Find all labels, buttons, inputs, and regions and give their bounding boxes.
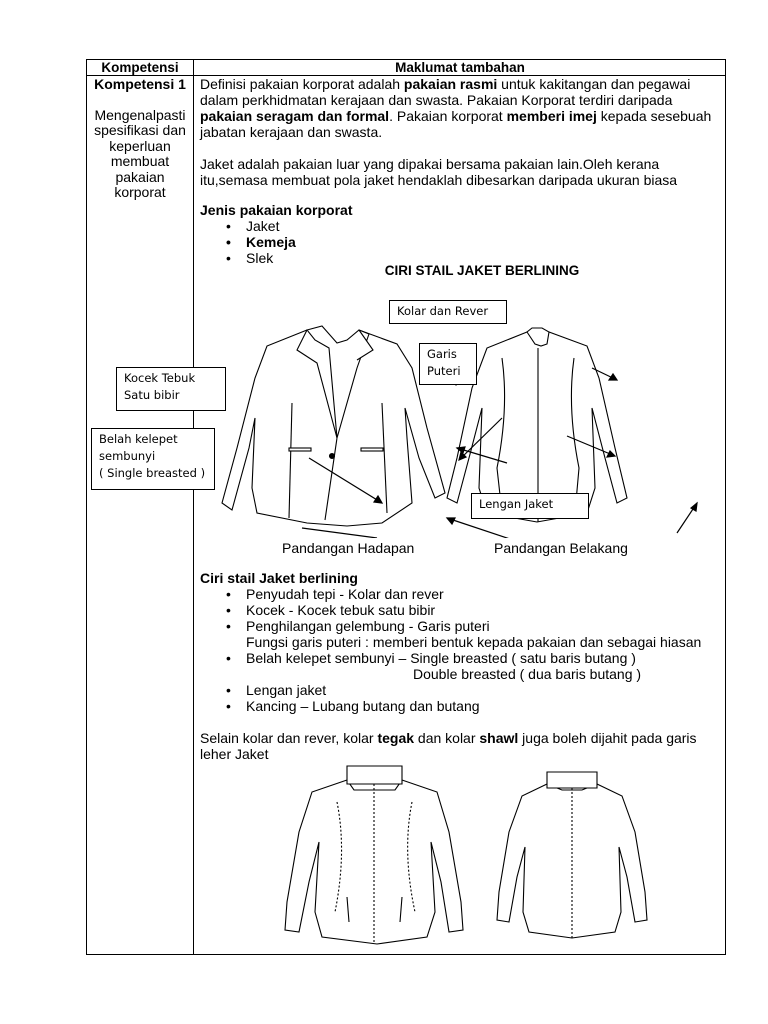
list-item: • Lengan jaket — [246, 682, 724, 698]
callout-lengan-jaket: Lengan Jaket — [471, 493, 589, 519]
ciri-heading: Ciri stail Jaket berlining — [200, 570, 358, 586]
callout-kocek-tebuk: Kocek Tebuk Satu bibir — [116, 367, 226, 411]
jacket-diagram — [197, 288, 717, 538]
jenis-heading: Jenis pakaian korporat — [200, 202, 353, 218]
list-item: • Kemeja — [246, 234, 724, 250]
definition-paragraph: Definisi pakaian korporat adalah pakaian rasmi untuk kakitangan dan pegawai dalam perkhidmatan kerajaan dan swasta. Pakaian Korporat terdiri daripada pakaian seragam dan formal. Pakaian korporat memberi imej kepada sesebuah jabatan kerajaan dan swasta. — [200, 76, 712, 140]
front-jacket — [222, 326, 445, 526]
jaket-paragraph: Jaket adalah pakaian luar yang dipakai bersama pakaian lain.Oleh kerana itu,semasa membuat pola jaket hendaklah dibesarkan daripada ukuran biasa — [200, 156, 678, 188]
caption-front: Pandangan Hadapan — [282, 540, 415, 556]
maklumat-cell — [200, 76, 724, 266]
list-item: • Penghilangan gelembung - Garis puteri Fungsi garis puteri : memberi bentuk kepada pakaian dan sebagai hiasan — [246, 618, 724, 650]
tegak-back-jacket — [497, 772, 647, 938]
kompetensi-cell — [87, 77, 193, 201]
jenis-list — [200, 218, 724, 266]
ciri-section — [200, 570, 724, 762]
header-maklumat: Maklumat tambahan — [395, 60, 525, 75]
figure1-title: CIRI STAIL JAKET BERLINING — [384, 263, 580, 278]
list-item: • Penyudah tepi - Kolar dan rever — [246, 586, 724, 602]
kompetensi-title: Kompetensi 1 — [94, 76, 186, 92]
closing-paragraph: Selain kolar dan rever, kolar tegak dan kolar shawl juga boleh dijahit pada garis leher Jaket — [200, 730, 697, 762]
list-item: • Belah kelepet sembunyi – Single breasted ( satu baris butang ) Double breasted ( dua baris butang ) — [246, 650, 724, 682]
callout-garis-puteri: Garis Puteri — [419, 343, 477, 385]
caption-back: Pandangan Belakang — [494, 540, 628, 556]
kompetensi-desc: Mengenalpasti spesifikasi dan keperluan membuat pakaian korporat — [94, 106, 186, 200]
list-item: • Kocek - Kocek tebuk satu bibir — [246, 602, 724, 618]
tegak-front-jacket — [285, 766, 463, 944]
header-kompetensi: Kompetensi — [101, 60, 179, 75]
callout-belah-kelepet: Belah kelepet sembunyi ( Single breasted ) — [91, 428, 215, 490]
jacket-tegak-diagram — [277, 762, 677, 952]
column-divider — [193, 60, 194, 954]
list-item: • Jaket — [246, 218, 724, 234]
ciri-list — [200, 586, 724, 714]
callout-kolar-rever: Kolar dan Rever — [389, 300, 507, 324]
info-table — [86, 59, 726, 955]
list-item: • Slek — [246, 250, 724, 266]
list-item: • Kancing – Lubang butang dan butang — [246, 698, 724, 714]
